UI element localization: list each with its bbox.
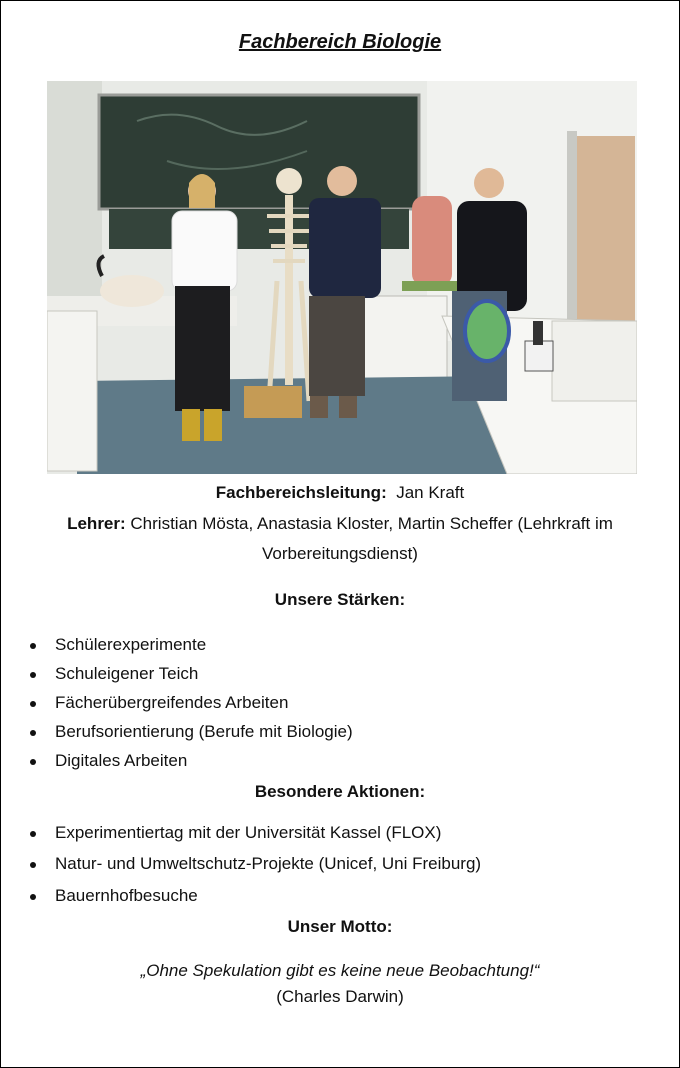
list-item: Experimentiertag mit der Universität Kassel (FLOX): [25, 823, 665, 854]
classroom-photo: [47, 81, 637, 474]
strengths-heading: Unsere Stärken:: [274, 590, 406, 609]
list-item: Digitales Arbeiten: [25, 751, 665, 780]
classroom-photo-illustration: [47, 81, 637, 474]
actions-list: [25, 823, 665, 917]
leadership-label: Fachbereichsleitung:: [215, 483, 387, 502]
teachers-label: Lehrer:: [67, 514, 126, 533]
page-title: Fachbereich Biologie: [238, 31, 442, 53]
leadership-name: Jan Kraft: [396, 483, 465, 502]
list-item: Berufsorientierung (Berufe mit Biologie): [25, 722, 665, 751]
motto-author: (Charles Darwin): [276, 987, 404, 1006]
teachers-names: Christian Mösta, Anastasia Kloster, Martin Scheffer (Lehrkraft im: [130, 514, 613, 533]
teachers-continued: Vorbereitungsdienst): [262, 544, 418, 563]
list-item: Schuleigener Teich: [25, 664, 665, 693]
list-item: Schülerexperimente: [25, 635, 665, 664]
list-item: Natur- und Umweltschutz-Projekte (Unicef, Uni Freiburg): [25, 854, 665, 886]
actions-heading: Besondere Aktionen:: [254, 782, 426, 801]
motto-quote: „Ohne Spekulation gibt es keine neue Beobachtung!“: [140, 961, 540, 980]
strengths-list: [25, 635, 665, 780]
leadership-line: [1, 483, 679, 503]
motto-heading: Unser Motto:: [287, 917, 393, 936]
list-item: Fächerübergreifendes Arbeiten: [25, 693, 665, 722]
list-item: Bauernhofbesuche: [25, 886, 665, 917]
teachers-line: [1, 514, 679, 534]
